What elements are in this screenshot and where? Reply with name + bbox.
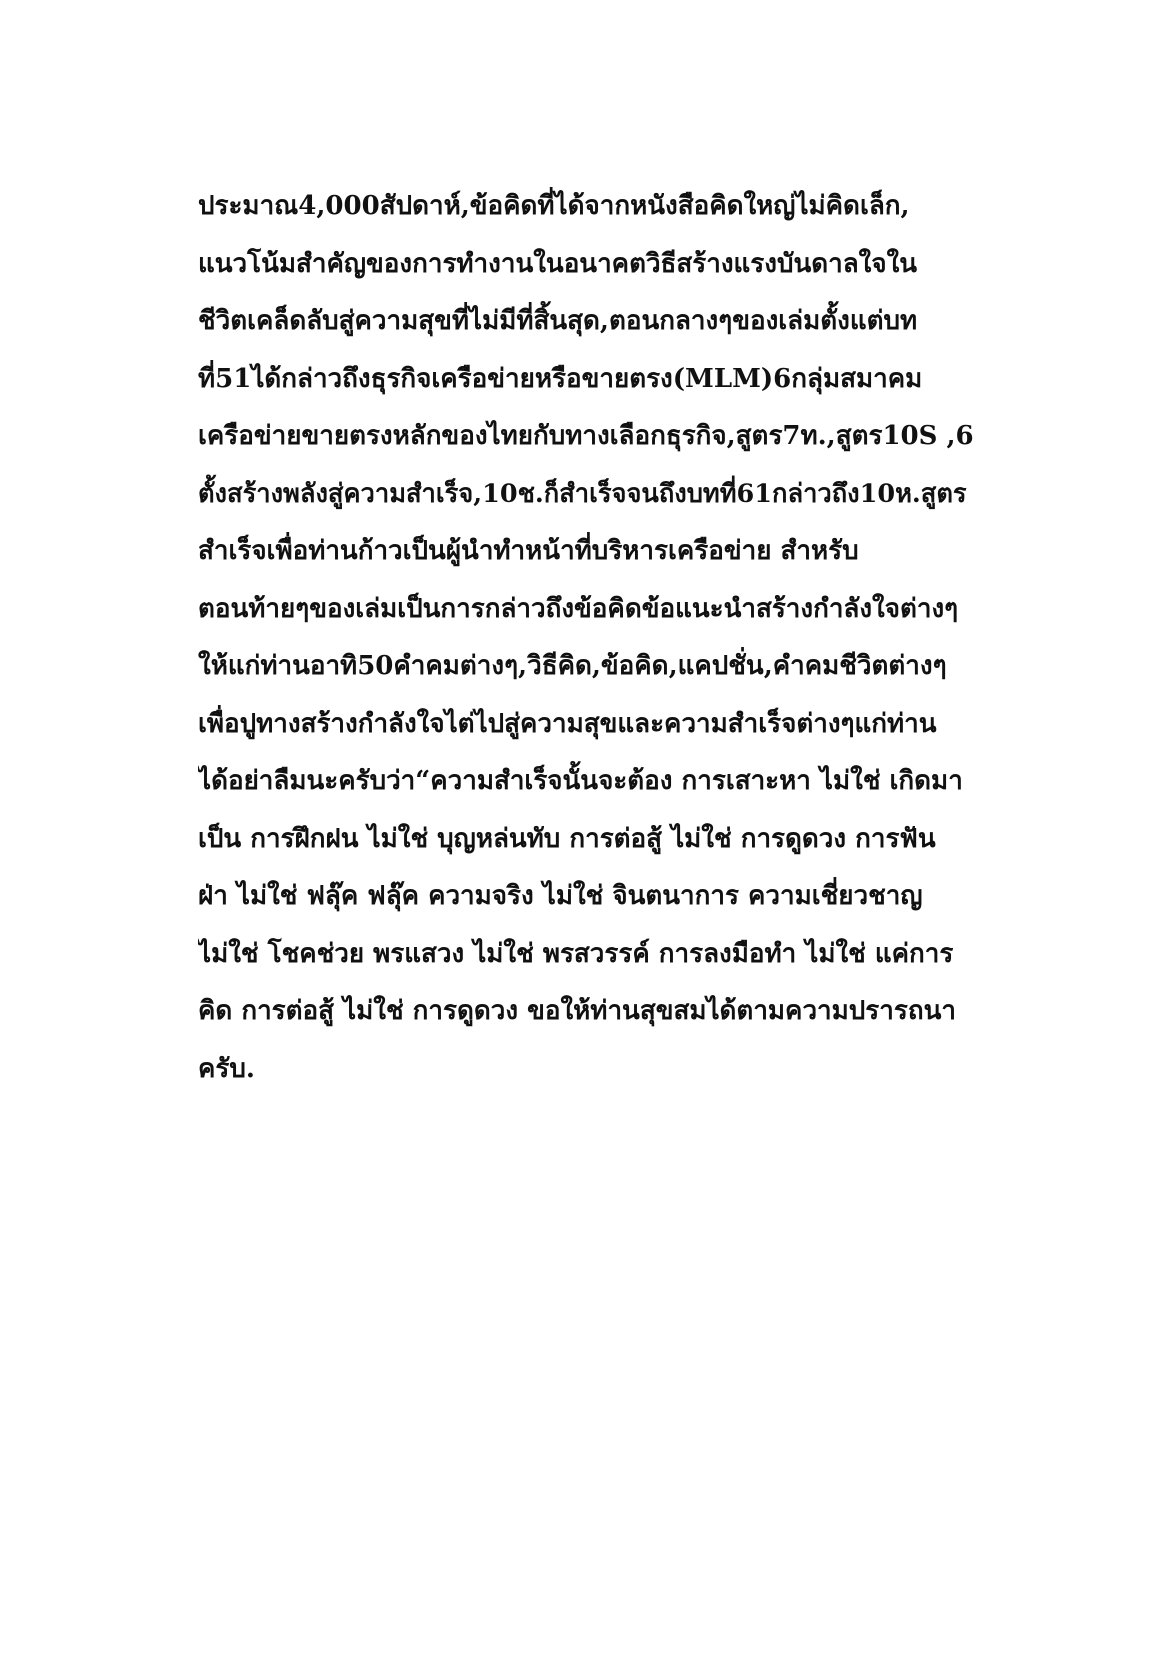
text-line: ตอนท้ายๆของเล่มเป็นการกล่าวถึงข้อคิดข้อแนะนำสร้างกำลังใจต่างๆ <box>198 593 959 624</box>
text-line: ประมาณ4,000สัปดาห์,ข้อคิดที่ได้จากหนังสือคิดใหญ่ไม่คิดเล็ก, <box>198 191 910 221</box>
text-line: เพื่อปูทางสร้างกำลังใจไต่ไปสู่ความสุขและความสำเร็จต่างๆแก่ท่าน <box>198 708 937 739</box>
text-line: ตั้งสร้างพลังสู่ความสำเร็จ,10ช.ก็สำเร็จจนถึงบทที่61กล่าวถึง10ห.สูตร <box>198 478 967 509</box>
text-line: ได้อย่าลืมนะครับว่า“ความสำเร็จนั้นจะต้อง การเสาะหา ไม่ใช่ เกิดมา <box>198 766 963 796</box>
text-line: คิด การต่อสู้ ไม่ใช่ การดูดวง ขอให้ท่านสุขสมได้ตามความปรารถนา <box>198 996 956 1026</box>
text-line: ฝ่า ไม่ใช่ ฟลุ๊ค ฟลุ๊ค ความจริง ไม่ใช่ จินตนาการ ความเชี่ยวชาญ <box>198 881 923 911</box>
text-line: เป็น การฝึกฝน ไม่ใช่ บุญหล่นทับ การต่อสู้ ไม่ใช่ การดูดวง การฟัน <box>198 823 936 854</box>
text-line: ให้แก่ท่านอาทิ50คำคมต่างๆ,วิธีคิด,ข้อคิด,แคปชั่น,คำคมชีวิตต่างๆ <box>198 651 947 681</box>
text-line: ที่51ได้กล่าวถึงธุรกิจเครือข่ายหรือขายตรง(MLM)6กลุ่มสมาคม <box>198 363 923 394</box>
text-line: เครือข่ายขายตรงหลักของไทยกับทางเลือกธุรกิจ,สูตร7ท.,สูตร10S ,6 <box>198 421 974 451</box>
text-line: ชีวิตเคล็ดลับสู่ความสุขที่ไม่มีที่สิ้นสุด,ตอนกลางๆของเล่มตั้งแต่บท <box>198 306 918 336</box>
text-line: ครับ. <box>198 1053 255 1084</box>
text-line: ไม่ใช่ โชคช่วย พรแสวง ไม่ใช่ พรสวรรค์ การลงมือทำ ไม่ใช่ แค่การ <box>198 938 954 969</box>
text-line: สำเร็จเพื่อท่านก้าวเป็นผู้นำทำหน้าที่บริหารเครือข่าย สำหรับ <box>198 536 859 566</box>
body-paragraph <box>198 178 978 1098</box>
text-line: แนวโน้มสำคัญของการทำงานในอนาคตวิธีสร้างแรงบันดาลใจใน <box>198 248 918 279</box>
